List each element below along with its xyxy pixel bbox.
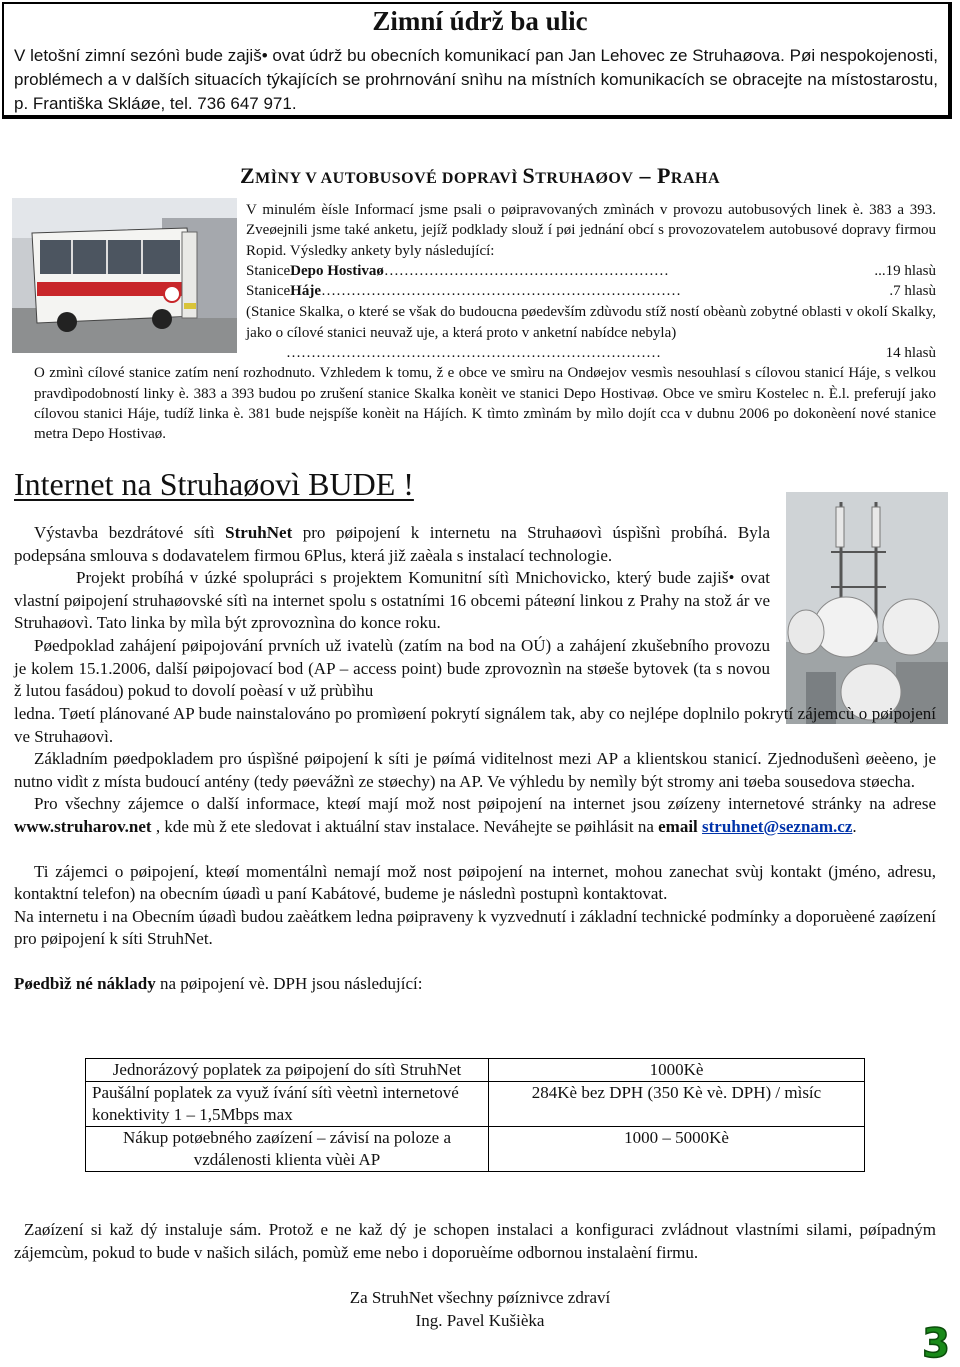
signature-line-1: Za StruhNet všechny pøíznivce zdraví (349, 1288, 611, 1307)
winter-title: Zimní údrž ba ulic (372, 6, 588, 36)
internet-paragraph-3: Pøedpoklad zahájení pøipojování prvních už ivatelù (zatím na bod na OÚ) a zahájení zkušebního provozu je kolem 15.1.2006, další pøipojovací bod (AP – access point) bude zprovoznìn na støeše bytovek (ta s novou ž lutou fasádou) pokud to dovolí poèasí v už prùbìhu (14, 635, 770, 701)
cost-price: 284Kè bez DPH (350 Kè vè. DPH) / mìsíc (489, 1082, 865, 1127)
internet-paragraph-5: Pro všechny zájemce o další informace, kteøí mají mož nost pøipojení na internet jsou zøízeny internetové stránky na adrese www.struharov.net , kde mù ž ete sledovat i aktuální stav instalace. Neváhejte se pøihlásit na email struhnet@seznam.cz. (14, 794, 936, 836)
table-row (86, 1127, 865, 1172)
result-row-haje: Stanice Háje ……………………………………………………………… .7 hlasù (246, 283, 936, 300)
result-row-depo: Stanice Depo Hostivaø ………………………………………………… ...19 hlasù (246, 262, 936, 279)
cost-item: Paušální poplatek za využ ívání sítì vèetnì internetové konektivity 1 – 1,5Mbps max (86, 1082, 489, 1127)
internet-text-narrow (14, 522, 770, 703)
internet-paragraph-1: Výstavba bezdrátové sítì StruhNet pro pøipojení k internetu na Struhaøovì úspìšnì probíhá. Byla podepsána smlouva s dodavatelem firmou 6Plus, která již zaèala s instalací technologie. (14, 523, 770, 565)
website-link[interactable]: www.struharov.net (14, 816, 152, 836)
cost-price: 1000Kè (489, 1059, 865, 1082)
internet-paragraph-3b: ledna. Tøetí plánované AP bude nainstalováno po promìøení pokrytí signálem tak, aby co nejlépe doplnilo pokrytí zájemcù o pøipojení ve Struhaøovì. (14, 704, 936, 746)
bus-heading: ZMÌNY V AUTOBUSOVÉ DOPRAVÌ STRUHAØOV – PRAHA (239, 163, 720, 188)
page-number (916, 1322, 956, 1362)
internet-title: Internet na Struhaøovì BUDE ! (14, 466, 414, 502)
email-link[interactable]: struhnet@seznam.cz (702, 816, 853, 836)
bus-paragraph-3: O zmìnì cílové stanice zatím není rozhodnuto. Vzhledem k tomu, ž e obce ve smìru na Ondøejov vesmìs nesouhlasí s cílovou stanicí Háje, s velkou pravdìpodobností linky è. 383 a 393 budou po zrušení stanice Skalka konèit ve stanici Depo Hostivaø. Obce ve smìru Kostelec n. È.l. preferují jako cílovou stanici Háje, tudíž linka è. 381 bude nejspíše konèit na Hájích. K tìmto zmìnám by mìlo dojít cca v dubnu 2006 po dokonèení nové stanice metra Depo Hostivaø. (34, 365, 936, 443)
result-row-skalka: ………………………………………………………………… 14 hlasù (286, 345, 936, 361)
cost-price: 1000 – 5000Kè (489, 1127, 865, 1172)
bus-photo (12, 198, 237, 353)
internet-paragraph-8: Zaøízení si kaž dý instaluje sám. Protož e ne kaž dý je schopen instalaci a konfiguraci zvládnout vlastními silami, pøípadným zájemcùm, pokud to bude v našich silách, pomùž eme nebo i doporuèíme odbornou instalaèní firmu. (14, 1220, 936, 1262)
cost-item: Jednorázový poplatek za pøipojení do sítì StruhNet (86, 1059, 489, 1082)
winter-text: V letošní zimní sezónì bude zajiš• ovat údrž bu obecních komunikací pan Jan Lehovec ze Struhaøova. Pøi nespokojenosti, problémech a v dalších situacích týkajících se prohrnování snìhu na místních komunikacích se obracejte na místostarostu, p. Františka Skláøe, tel. 736 647 971. (14, 46, 938, 113)
table-row (86, 1059, 865, 1082)
signature-line-2: Ing. Pavel Kušièka (415, 1311, 545, 1330)
table-row (86, 1082, 865, 1127)
internet-paragraph-6: Ti zájemci o pøipojení, kteøí momentálnì nemají mož nost pøipojení na internet, mohou zanechat svùj kontakt (jméno, adresu, kontaktní telefon) na obecním úøadì u paní Kabátové, budeme je následnì postupnì kontaktovat. (14, 861, 936, 904)
costs-intro: Pøedbìž né náklady na pøipojení vè. DPH jsou následující: (14, 973, 423, 993)
internet-paragraph-2: Projekt probíhá v úzké spolupráci s projektem Komunitní sítì Mnichovicko, který bude zajiš• ovat vlastní pøipojení struhaøovské sítì na internet spolu s ostatními 16 obcemi páteøní linkou z Prahy na stož ár ve Struhaøovì. Tato linka by mìla být zprovoznìna do konce roku. (14, 568, 770, 633)
internet-paragraph-7: Na internetu i na Obecním úøadì budou zaèátkem ledna pøipraveny k vyzvednutí i základní technické podmínky a doporuèené zaøízení pro pøipojení k síti StruhNet. (14, 906, 936, 949)
bus-paragraph-1: V minulém èísle Informací jsme psali o pøipravovaných zmìnách v provozu autobusových linek è. 383 a 393. Zveøejnili jsme také anketu, jejíž podklady slouž í pøi jednání obcí s provozovatelem autobusové dopravy firmou Ropid. Výsledky ankety byly následující: (246, 202, 936, 259)
svg-text:3: 3 (922, 1322, 950, 1362)
internet-paragraph-4: Základním pøedpokladem pro úspìšné pøipojení k síti je pøímá viditelnost mezi AP a klientskou stanicí. Zjednodušenì øeèeno, je nutno vidìt z místa budoucí antény (tedy pøevážnì ze støechy) na AP. Ve výhledu by nemìly být stromy ani tøeba sousedova støecha. (14, 749, 936, 791)
bus-paragraph-2: (Stanice Skalka, o které se však do budoucna pøedevším zdùvodu stíž ností obèanù zobytné oblasti v okolí Skalky, jako o cílové stanici neuvaž uje, a která proto v anketní nabídce nebyla) (246, 304, 936, 341)
bus-text-full (14, 345, 936, 444)
antenna-tower-photo (786, 492, 948, 724)
cost-item: Nákup potøebného zaøízení – závisí na poloze a vzdálenosti klienta vùèi AP (86, 1127, 489, 1172)
costs-table (85, 1058, 865, 1172)
internet-text-full (14, 703, 936, 996)
bus-text-column (246, 200, 936, 343)
